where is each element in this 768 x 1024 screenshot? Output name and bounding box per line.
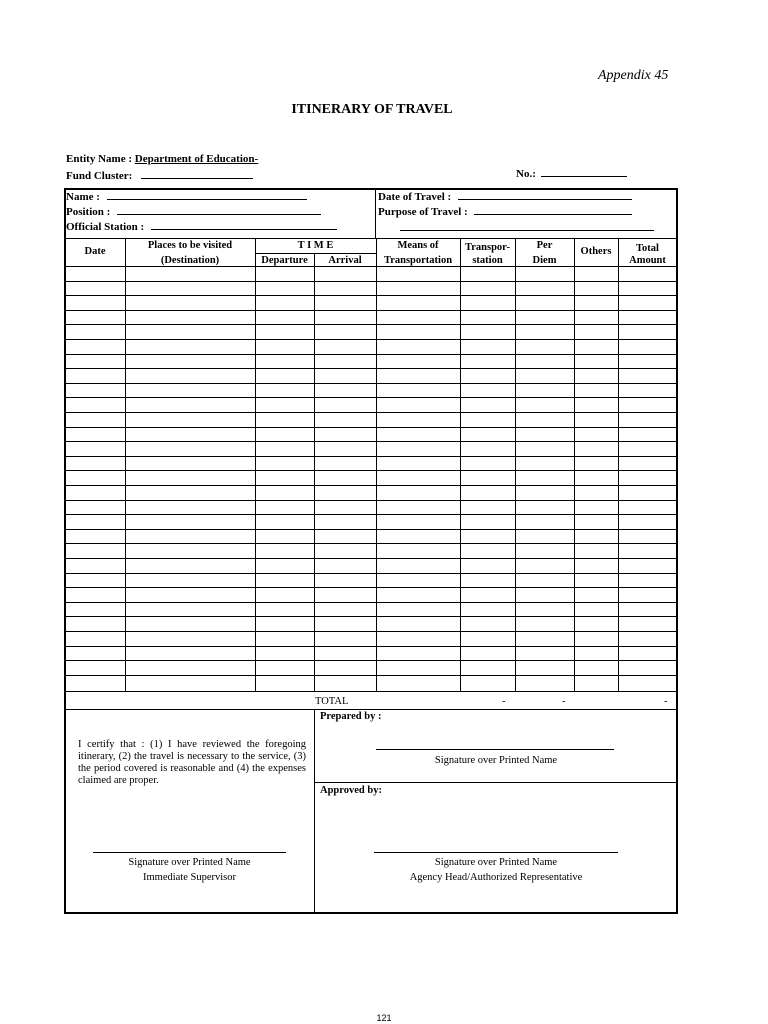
approved-by-signature-label: Signature over Printed Name	[434, 857, 558, 868]
purpose-label: Purpose of Travel :	[378, 206, 468, 218]
table-row[interactable]	[65, 573, 677, 574]
table-row[interactable]	[65, 470, 677, 471]
table-body-bottom-border	[65, 691, 677, 692]
table-row[interactable]	[65, 616, 677, 617]
immediate-supervisor-label: Immediate Supervisor	[142, 872, 237, 883]
approved-by-label: Approved by:	[320, 785, 382, 796]
position-field[interactable]	[117, 205, 321, 215]
prepared-by-signature-label: Signature over Printed Name	[434, 755, 558, 766]
table-row[interactable]	[65, 441, 677, 442]
table-row[interactable]	[65, 500, 677, 501]
col-perdiem-header-1: Per	[536, 240, 553, 251]
col-divider-means	[460, 238, 461, 691]
col-perdiem-header-2: Diem	[532, 255, 557, 266]
name-row	[66, 190, 307, 203]
date-of-travel-label: Date of Travel :	[378, 191, 452, 203]
certification-text: I certify that : (1) I have reviewed the foregoing itinerary, (2) the travel is necessary to the service, (3) the period covered is reasonable and (4) the expenses claimed are proper.	[78, 739, 306, 786]
col-time-header: T I M E	[297, 240, 334, 251]
total-others-value: -	[562, 696, 566, 707]
agency-head-label: Agency Head/Authorized Representative	[409, 872, 583, 883]
table-row[interactable]	[65, 514, 677, 515]
col-means-header-1: Means of	[397, 240, 439, 251]
table-row[interactable]	[65, 602, 677, 603]
col-divider-time	[376, 238, 377, 691]
col-divider-places	[255, 238, 256, 691]
entity-name-value[interactable]: Department of Education-	[134, 153, 259, 165]
table-row[interactable]	[65, 660, 677, 661]
supervisor-signature-label: Signature over Printed Name	[128, 857, 251, 868]
table-row[interactable]	[65, 339, 677, 340]
table-row[interactable]	[65, 310, 677, 311]
col-departure-header: Departure	[261, 255, 308, 266]
col-means-header-2: Transportation	[383, 255, 453, 266]
position-row	[66, 205, 321, 218]
table-row[interactable]	[65, 456, 677, 457]
col-divider-departure	[314, 253, 315, 691]
table-row[interactable]	[65, 281, 677, 282]
col-total-header-1: Total	[636, 243, 659, 254]
prepared-approved-divider	[315, 782, 677, 783]
entity-name-label: Entity Name :	[66, 153, 132, 165]
col-places-header-1: Places to be visited	[147, 240, 233, 251]
total-label: TOTAL	[315, 696, 349, 707]
number-field[interactable]	[541, 167, 627, 177]
table-row[interactable]	[65, 368, 677, 369]
position-label: Position :	[66, 206, 111, 218]
page-title: ITINERARY OF TRAVEL	[291, 102, 453, 117]
approved-by-signature-line[interactable]	[374, 852, 618, 853]
number-label: No.:	[516, 168, 536, 180]
col-total-header-2: Amount	[629, 255, 666, 266]
fund-cluster-field[interactable]	[141, 169, 253, 179]
name-field[interactable]	[107, 190, 307, 200]
total-row-bottom-border	[65, 709, 677, 710]
col-divider-others	[618, 238, 619, 691]
table-row[interactable]	[65, 646, 677, 647]
prepared-by-label: Prepared by :	[320, 711, 382, 722]
table-row[interactable]	[65, 397, 677, 398]
prepared-by-signature-line[interactable]	[376, 749, 614, 750]
col-transpo-header-2: station	[472, 255, 503, 266]
fund-cluster-label: Fund Cluster:	[66, 170, 133, 182]
col-arrival-header: Arrival	[328, 255, 362, 266]
col-date-header: Date	[84, 246, 106, 257]
table-row[interactable]	[65, 354, 677, 355]
table-row[interactable]	[65, 587, 677, 588]
name-label: Name :	[66, 191, 100, 203]
fund-cluster-row	[66, 169, 253, 182]
supervisor-signature-line[interactable]	[93, 852, 286, 853]
table-row[interactable]	[65, 631, 677, 632]
official-station-row	[66, 220, 337, 233]
col-places-header-2: (Destination)	[160, 255, 220, 266]
info-divider	[375, 189, 376, 238]
table-row[interactable]	[65, 543, 677, 544]
purpose-field[interactable]	[474, 205, 632, 215]
table-row[interactable]	[65, 427, 677, 428]
purpose-row	[378, 205, 632, 218]
col-transpo-header-1: Transpor-	[465, 242, 510, 253]
table-row[interactable]	[65, 295, 677, 296]
entity-name-row	[66, 153, 258, 165]
table-row[interactable]	[65, 324, 677, 325]
appendix-label: Appendix 45	[598, 68, 669, 83]
total-perdiem-value: -	[502, 696, 506, 707]
itinerary-form	[64, 188, 678, 914]
purpose-continuation-line[interactable]	[400, 230, 654, 231]
header-top-border	[65, 238, 677, 239]
number-row	[516, 167, 627, 180]
date-of-travel-field[interactable]	[458, 190, 632, 200]
table-row[interactable]	[65, 529, 677, 530]
table-row[interactable]	[65, 383, 677, 384]
time-subheader-line	[255, 253, 376, 254]
total-amount-value: -	[664, 696, 668, 707]
table-row[interactable]	[65, 675, 677, 676]
official-station-field[interactable]	[151, 220, 337, 230]
col-divider-transpo	[515, 238, 516, 691]
header-bottom-border	[65, 266, 677, 267]
col-others-header: Others	[580, 246, 612, 257]
page-number: 121	[376, 1013, 392, 1023]
table-row[interactable]	[65, 412, 677, 413]
table-row[interactable]	[65, 485, 677, 486]
date-of-travel-row	[378, 190, 632, 203]
col-divider-perdiem	[574, 238, 575, 691]
col-divider-date	[125, 238, 126, 691]
table-row[interactable]	[65, 558, 677, 559]
official-station-label: Official Station :	[66, 221, 145, 233]
